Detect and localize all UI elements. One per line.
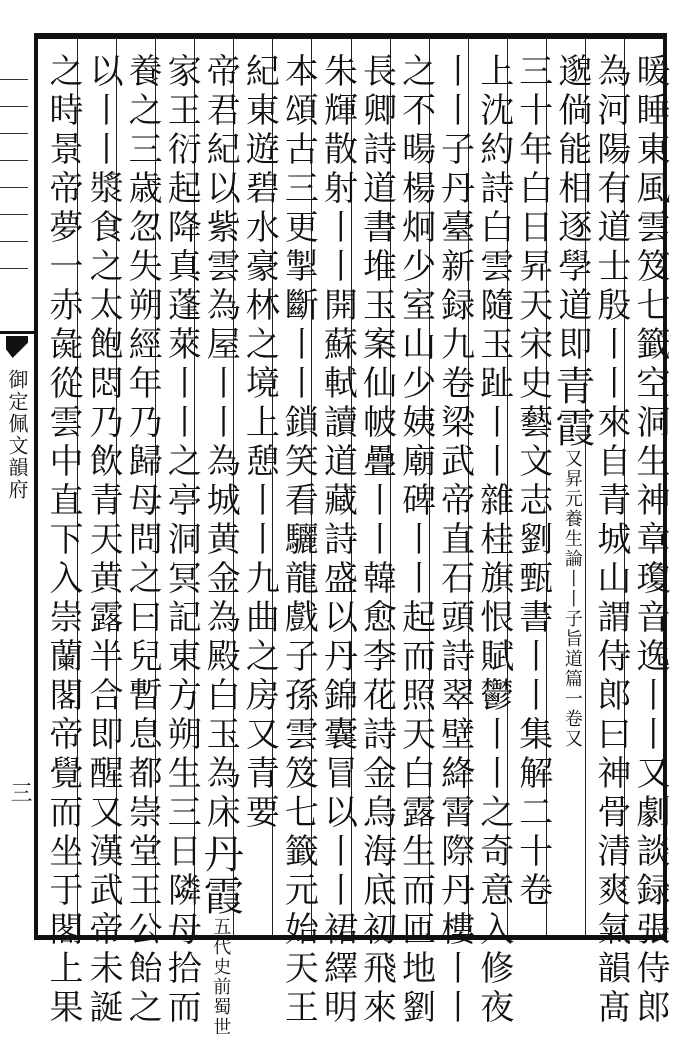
column-text: [83, 53, 123, 1028]
body-text: 朱輝散射丨丨開蘇軾讀道藏詩盛以丹錦囊冒以丨丨裙繹明: [317, 53, 358, 1028]
margin-rule-lines: [0, 79, 28, 309]
page-margin-strip: [0, 39, 34, 935]
body-text: 為河陽有道士殷丨丨來自青城山謂侍郎曰神骨清爽氣韻髙: [590, 53, 631, 1028]
body-text: 帝君紀以紫雲為屋丨丨為城黄金為殿白玉為床: [200, 53, 241, 833]
column-text: [197, 53, 244, 1037]
column-text: [357, 53, 397, 1028]
text-column: [38, 39, 83, 1028]
entry-heading: 青霞: [548, 365, 595, 449]
column-text: [630, 53, 670, 1028]
fishtail-mark: [0, 331, 34, 344]
column-text: [474, 53, 514, 1028]
body-text: 丨丨子丹臺新録九卷梁武帝直石頭詩翠壁絳霄際丹樓丨丨: [434, 53, 475, 1028]
column-text: [435, 53, 475, 1028]
body-text: 邈倘能相逐學道即: [551, 53, 592, 365]
column-text: [278, 53, 318, 1028]
body-text: 本頌古三更掣斷丨丨鎖笑看驪龍戲子孫雲笈七籤元始天王: [278, 53, 319, 1028]
column-text: [317, 53, 357, 1028]
body-text: 暖睡東風雲笈七籤空洞生神章瓊音逸丨丨又劇談録張侍郎: [629, 53, 670, 1028]
book-title: 御定佩文韻府: [5, 369, 29, 501]
body-text: 紀東遊碧水豪林之境上憩丨丨九曲之房又青要: [239, 53, 280, 833]
column-text: [161, 53, 201, 1028]
annotation-text: 又昇元養生論丨丨子旨道篇一卷又: [561, 449, 583, 749]
text-columns: [38, 39, 670, 1037]
page-number: 三: [7, 781, 32, 803]
column-text: [396, 53, 436, 1028]
column-text: [591, 53, 631, 1028]
body-text: 長卿詩道書堆玉案仙帔疊丨丨韓愈李花詩金烏海底初飛來: [356, 53, 397, 1028]
column-text: [239, 53, 279, 833]
column-text: [122, 53, 162, 1028]
body-text: 上沈約詩白雲隨玉趾丨丨雜桂旗恨賦鬱丨丨之奇意入修夜: [473, 53, 514, 1028]
body-text: 之時景帝夢一赤彘從雲中直下入崇蘭閣帝覺而坐于閣上果: [43, 53, 83, 1028]
column-text: [513, 53, 553, 911]
body-text: 以丨丨漿食之太飽悶乃飲青天黄露半合即醒又漢武帝未誕: [83, 53, 124, 1028]
column-text: [43, 53, 83, 1028]
entry-heading: 丹霞: [197, 833, 244, 917]
column-text: [548, 53, 595, 749]
body-text: 家王衍起降真蓬萊丨丨之亭洞冥記東方朔生三日隣母拾而: [161, 53, 202, 1028]
body-text: 之不暘楊炯少室山少姨廟碑丨丨起而照天白露生而匝地劉: [395, 53, 436, 1028]
body-text: 養之三歳忽失朔經年乃歸母問之曰兒暫息都崇堂王公飴之: [122, 53, 163, 1028]
annotation-text: 五代史前蜀世: [210, 917, 232, 1037]
body-text: 三十年白日昇天宋史藝文志劉甄書丨丨集解二十卷: [512, 53, 553, 911]
